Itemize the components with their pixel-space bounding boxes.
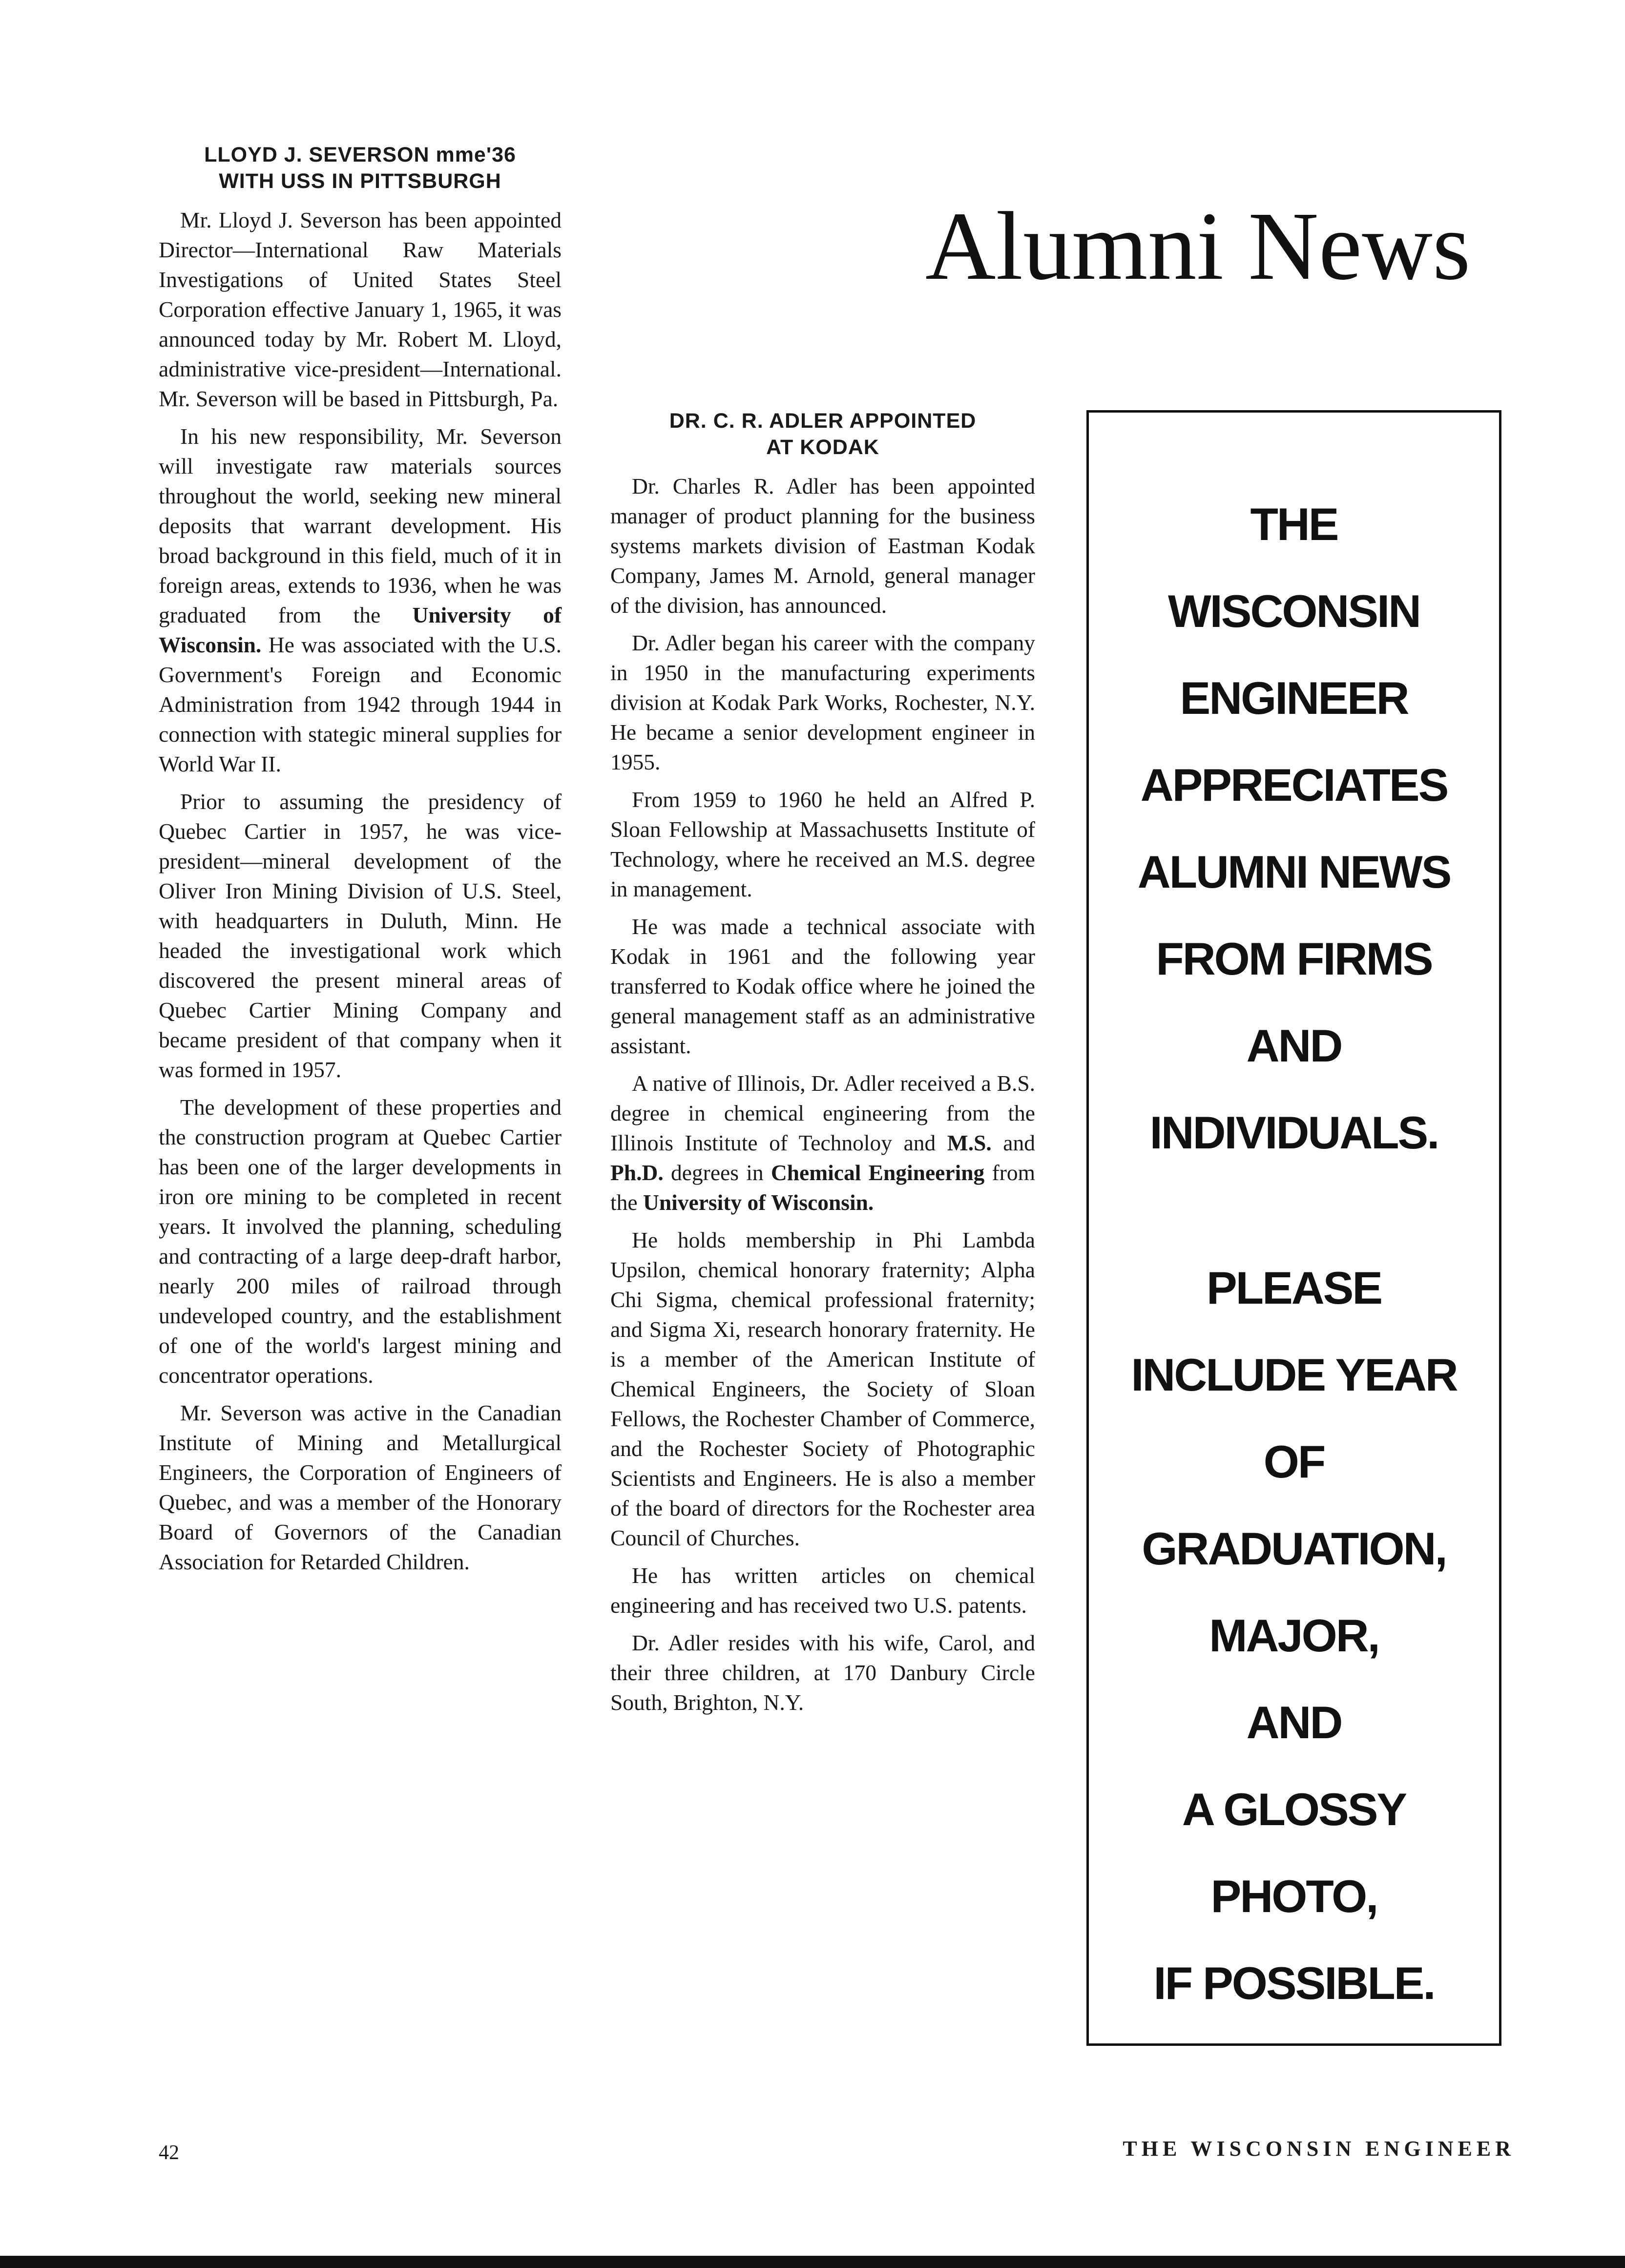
text-run: He was associated with the U.S. Government's Foreign and Economic Administration from 1942 through 1944 in connection with stategic mineral supplies for World War II.: [159, 632, 562, 776]
article-paragraph: [610, 785, 1035, 904]
text-run: from the: [610, 1160, 1035, 1215]
text-run: The development of these properties and the construction program at Quebec Cartier has been one of the larger developments in iron ore mining to be completed in recent years. It involved the planning, scheduling and contracting of a large deep-draft harbor, nearly 200 miles of railroad through undeveloped country, and the establishment of one of the world's largest mining and concentrator operations.: [159, 1095, 562, 1388]
article-body: [610, 471, 1035, 1717]
text-run: Dr. Adler resides with his wife, Carol, and their three children, at 170 Danbury Circle South, Brighton, N.Y.: [610, 1630, 1035, 1715]
text-run: Dr. Adler began his career with the company in 1950 in the manufacturing experiments division at Kodak Park Works, Rochester, N.Y. He became a senior development engineer in 1955.: [610, 630, 1035, 774]
bold-text: M.S.: [947, 1130, 992, 1155]
text-run: He holds membership in Phi Lambda Upsilon, chemical honorary fraternity; Alpha Chi Sigma, chemical professional fraternity; and Sigma Xi, research honorary fraternity. He is a member of the American Institute of Chemical Engineers, the Society of Sloan Fellows, the Rochester Chamber of Commerce, and the Rochester Society of Photographic Scientists and Engineers. He is also a member of the board of directors for the Rochester area Council of Churches.: [610, 1228, 1035, 1550]
article-paragraph: [610, 1628, 1035, 1717]
article-paragraph: [610, 471, 1035, 620]
article-paragraph: [159, 205, 562, 414]
notice-line: INCLUDE YEAR: [1131, 1349, 1457, 1400]
article-paragraph: [610, 1068, 1035, 1217]
text-run: In his new responsibility, Mr. Severson will investigate raw materials sources throughout the world, seeking new mineral deposits that warrant development. His broad background in this field, much of it in foreign areas, extends to 1936, when he was graduated from the: [159, 424, 562, 627]
text-run: He was made a technical associate with Kodak in 1961 and the following year transferred to Kodak office where he joined the general management staff as an administrative assistant.: [610, 914, 1035, 1058]
text-run: Prior to assuming the presidency of Quebec Cartier in 1957, he was vice-president—mineral development of the Oliver Iron Mining Division of U.S. Steel, with headquarters in Duluth, Minn. He headed the investigational work which discovered the present mineral areas of Quebec Cartier Mining Company and became president of that company when it was formed in 1957.: [159, 789, 562, 1082]
article-body: [159, 205, 562, 1577]
headline-line-2: AT KODAK: [766, 436, 879, 459]
notice-line: THE: [1250, 499, 1338, 550]
article-severson: [159, 142, 562, 1584]
article-paragraph: [159, 421, 562, 779]
text-run: A native of Illinois, Dr. Adler received a B.S. degree in chemical engineering from the Illinois Institute of Technoloy and: [610, 1071, 1035, 1155]
text-run: He has written articles on chemical engineering and has received two U.S. patents.: [610, 1563, 1035, 1618]
article-paragraph: [610, 1225, 1035, 1553]
notice-line: INDIVIDUALS.: [1149, 1107, 1438, 1158]
notice-line: FROM FIRMS: [1156, 933, 1432, 984]
headline-line-1: DR. C. R. ADLER APPOINTED: [669, 409, 977, 433]
article-paragraph: [159, 787, 562, 1084]
notice-line: AND: [1246, 1020, 1342, 1071]
text-run: Dr. Charles R. Adler has been appointed manager of product planning for the business systems markets division of Eastman Kodak Company, James M. Arnold, general manager of the division, has announced.: [610, 474, 1035, 618]
publication-footer: THE WISCONSIN ENGINEER: [1123, 2137, 1515, 2161]
page-title: Alumni News: [925, 192, 1471, 300]
bold-text: University of Wisconsin.: [159, 603, 562, 657]
article-paragraph: [159, 1092, 562, 1390]
text-run: and: [991, 1130, 1035, 1155]
notice-line: GRADUATION,: [1142, 1523, 1446, 1574]
alumni-news-notice-box: [1086, 410, 1501, 2046]
notice-line: AND: [1246, 1697, 1342, 1748]
notice-line: WISCONSIN: [1167, 585, 1420, 637]
article-headline: [610, 408, 1035, 460]
notice-line: PHOTO,: [1210, 1871, 1377, 1922]
bold-text: Ph.D.: [610, 1160, 664, 1185]
notice-line: OF: [1263, 1436, 1325, 1487]
article-headline: [159, 142, 562, 194]
notice-line: MAJOR,: [1209, 1610, 1379, 1661]
text-run: From 1959 to 1960 he held an Alfred P. Sloan Fellowship at Massachusetts Institute of Technology, where he received an M.S. degree in management.: [610, 787, 1035, 901]
page-edge-bar: [0, 2256, 1625, 2268]
notice-line: IF POSSIBLE.: [1153, 1957, 1435, 2009]
notice-line: ENGINEER: [1180, 672, 1408, 724]
headline-line-1: LLOYD J. SEVERSON mme'36: [204, 143, 516, 166]
headline-line-2: WITH USS IN PITTSBURGH: [219, 169, 501, 193]
notice-line: A GLOSSY: [1182, 1784, 1406, 1835]
article-adler: [610, 408, 1035, 1725]
bold-text: Chemical Engineering: [771, 1160, 985, 1185]
text-run: Mr. Severson was active in the Canadian Institute of Mining and Metallurgical Engineers, the Corporation of Engineers of Quebec, and was a member of the Honorary Board of Governors of the Canadian Association for Retarded Children.: [159, 1400, 562, 1574]
notice-line: APPRECIATES: [1140, 759, 1448, 811]
notice-line: PLEASE: [1206, 1262, 1382, 1313]
text-run: Mr. Lloyd J. Severson has been appointed Director—International Raw Materials Investigations of United States Steel Corporation effective January 1, 1965, it was announced today by Mr. Robert M. Lloyd, administrative vice-president—International. Mr. Severson will be based in Pittsburgh, Pa.: [159, 208, 562, 411]
article-paragraph: [610, 1561, 1035, 1620]
text-run: degrees in: [663, 1160, 771, 1185]
bold-text: University of Wisconsin.: [643, 1190, 874, 1215]
article-paragraph: [159, 1398, 562, 1577]
article-paragraph: [610, 628, 1035, 777]
page-number: 42: [159, 2142, 179, 2164]
notice-line: ALUMNI NEWS: [1137, 846, 1451, 897]
article-paragraph: [610, 912, 1035, 1061]
